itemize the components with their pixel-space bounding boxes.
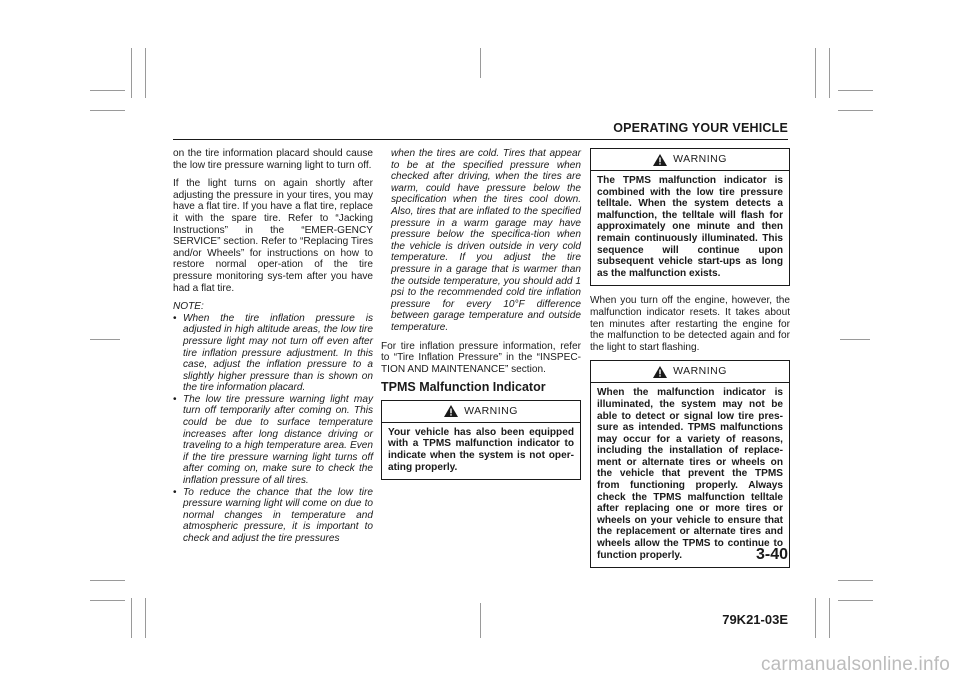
warning-header	[382, 401, 580, 423]
crop-mark	[145, 598, 146, 638]
warning-text: Your vehicle has also been equipped with a TPMS malfunction indicator to indicate when the system is not oper-ating properly.	[388, 426, 574, 473]
note-list	[173, 313, 373, 545]
paragraph: When you turn off the engine, however, the malfunction indicator resets. It takes about ten minutes after restarting the engine for the malfunction to be detected again and for the light to start flashing.	[590, 295, 790, 353]
warning-box	[381, 400, 581, 480]
crop-mark	[838, 600, 873, 601]
document-code: 79K21-03E	[722, 612, 788, 627]
warning-box	[590, 148, 790, 286]
crop-mark	[829, 598, 830, 638]
warning-text: The TPMS malfunction indicator is combined with the low tire pressure telltale. When the system detects a malfunction, the telltale will flash for approximately one minute and then remain continuously illuminated. This sequence will continue upon subsequent vehicle start-ups as long as the malfunction exists.	[597, 175, 783, 279]
note-item: • The low tire pressure warning light may turn off temporarily after coming on. This could be due to surface temperature increases after long distance driving or traveling to a high temperature area. Even if the tire pressure warning light turns off after coming on, make sure to check the inflation pressure of all tires.	[173, 394, 373, 487]
crop-mark	[90, 580, 125, 581]
crop-mark	[480, 603, 481, 638]
paragraph: on the tire information placard should cause the low tire pressure warning light to turn off.	[173, 148, 373, 171]
warning-triangle-icon	[653, 366, 667, 378]
warning-text: When the malfunction indicator is illuminated, the system may not be able to detect or signal low tire pres-sure as intended. TPMS malfunctions may occur for a variety of reasons, including the installation of replace-ment or alternate tires or wheels on the vehicle that prevent the TPMS from functioning properly. Always check the TPMS malfunction telltale after replacing one or more tires or wheels on your vehicle to ensure that the replacement or alternate tires and wheels allow the TPMS to continue to function properly.	[597, 387, 783, 561]
crop-mark	[815, 598, 816, 638]
warning-header	[591, 361, 789, 383]
crop-mark	[145, 48, 146, 98]
section-heading: TPMS Malfunction Indicator	[381, 380, 546, 395]
crop-mark	[131, 598, 132, 638]
note-item: • When the tire inflation pressure is adjusted in high altitude areas, the low tire pressure light may not turn off even after tire inflation pressure adjustment. In this case, adjust the inflation pressure to a slightly higher pressure than is shown on the tire information placard.	[173, 313, 373, 394]
watermark: carmanualsonline.info	[760, 654, 950, 675]
crop-mark	[131, 48, 132, 98]
crop-mark	[90, 339, 120, 340]
warning-triangle-icon	[444, 405, 458, 417]
crop-mark	[838, 90, 873, 91]
crop-mark	[829, 48, 830, 98]
crop-mark	[480, 48, 481, 78]
warning-label: WARNING	[464, 404, 518, 417]
paragraph: For tire inflation pressure information, refer to “Tire Inflation Pressure” in the “INSPEC-TION AND MAINTENANCE” section.	[381, 340, 581, 375]
warning-header	[591, 149, 789, 171]
section-title: OPERATING YOUR VEHICLE	[613, 121, 788, 135]
column-middle	[381, 148, 581, 489]
warning-triangle-icon	[653, 154, 667, 166]
column-left	[173, 148, 373, 545]
warning-label: WARNING	[673, 152, 727, 165]
warning-label: WARNING	[673, 365, 727, 378]
crop-mark	[90, 110, 125, 111]
warning-box	[590, 360, 790, 568]
page-number: 3-40	[755, 546, 788, 563]
crop-mark	[838, 580, 873, 581]
paragraph: If the light turns on again shortly after adjusting the pressure in your tires, you may have a flat tire. If you have a flat tire, replace it with the spare tire. Refer to “Jacking Instructions” in the “EMER-GENCY SERVICE” section. Refer to “Replacing Tires and/or Wheels” for instructions on how to restore normal oper-ation of the tire pressure monitoring sys-tem after you have had a flat tire.	[173, 178, 373, 294]
note-item: • To reduce the chance that the low tire pressure warning light will come on due to normal changes in temperature and atmospheric pressure, it is important to check and adjust the tire pressures	[173, 487, 373, 545]
crop-mark	[815, 48, 816, 98]
crop-mark	[838, 110, 873, 111]
note-label: NOTE:	[173, 301, 204, 313]
crop-mark	[840, 339, 870, 340]
note-continuation: when the tires are cold. Tires that appear to be at the specified pressure when checked after driving, when the tires are warm, could have pressure below the specification when the tires cool down. Also, tires that are inflated to the specified pressure in a warm garage may have pressure below the specifica-tion when the vehicle is driven outside in very cold temperature. If you adjust the tire pressure in a garage that is warmer than the outside temperature, you should add 1 psi to the recommended cold tire inflation pressure for every 10°F difference between garage temperature and outside temperature.	[391, 148, 581, 333]
crop-mark	[90, 600, 125, 601]
header-rule	[173, 139, 788, 140]
crop-mark	[90, 90, 125, 91]
column-right	[590, 148, 790, 577]
